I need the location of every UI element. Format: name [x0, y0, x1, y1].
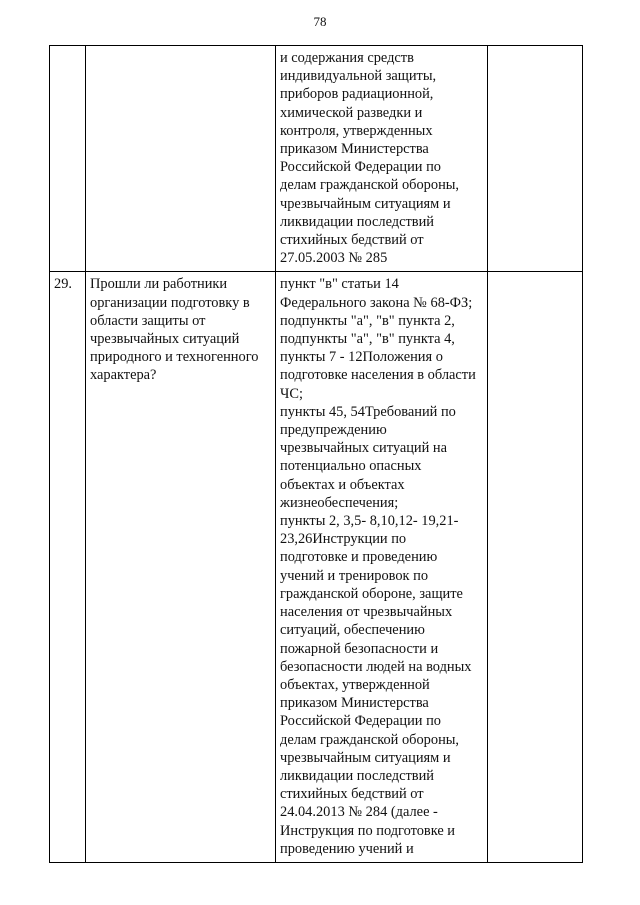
reference-line: пункты 45, 54Требований по	[280, 403, 456, 420]
reference-line: контроля, утвержденных	[280, 122, 433, 139]
reference-line: объектах, утвержденной	[280, 676, 430, 693]
reference-line: гражданской обороне, защите	[280, 585, 463, 602]
reference-line: чрезвычайным ситуациям и	[280, 749, 451, 766]
page-number: 78	[313, 14, 327, 29]
reference-line: пункт "в" статьи 14	[280, 276, 399, 293]
reference-line: химической разведки и	[280, 104, 423, 121]
reference-line: подпункты "а", "в" пункта 2,	[280, 312, 455, 329]
question-line: организации подготовку в	[90, 294, 250, 311]
reference-line: ликвидации последствий	[280, 213, 434, 230]
reference-line: и содержания средств	[280, 50, 414, 66]
reference-line: стихийных бедствий от	[280, 232, 424, 249]
reference-line: проведению учений и	[280, 840, 414, 857]
reference-line: потенциально опасных	[280, 458, 422, 475]
reference-line: ликвидации последствий	[280, 767, 434, 784]
reference-line: стихийных бедствий от	[280, 786, 424, 803]
question-line: характера?	[90, 367, 157, 384]
reference-line: 24.04.2013 № 284 (далее -	[280, 804, 438, 821]
reference-line: 27.05.2003 № 285	[280, 250, 388, 267]
reference-line: делам гражданской обороны,	[280, 177, 460, 194]
reference-line: Российской Федерации по	[280, 159, 441, 176]
reference-line: пункты 2, 3,5- 8,10,12- 19,21-	[280, 513, 459, 530]
question-line: природного и техногенного	[90, 349, 259, 366]
reference-line: подготовке и проведению	[280, 549, 438, 566]
reference-line: приказом Министерства	[280, 141, 429, 158]
reference-line: Российской Федерации по	[280, 713, 441, 730]
row-number-cell	[50, 46, 86, 272]
reference-line: делам гражданской обороны,	[280, 731, 460, 748]
reference-line: приказом Министерства	[280, 695, 429, 712]
question-line: Прошли ли работники	[90, 276, 228, 293]
reference-line: учений и тренировок по	[280, 567, 429, 584]
reference-line: объектах и объектах	[280, 476, 405, 493]
reference-line: предупреждению	[280, 422, 387, 439]
reference-cell	[276, 46, 488, 272]
reference-line: подготовке населения в области	[280, 367, 476, 384]
reference-line: ЧС;	[280, 385, 303, 402]
reference-line: безопасности людей на водных	[280, 658, 472, 675]
reference-line: приборов радиационной,	[280, 86, 434, 103]
question-cell	[86, 272, 276, 863]
reference-line: чрезвычайным ситуациям и	[280, 195, 451, 212]
requirements-table	[49, 45, 583, 863]
table-row-continuation	[50, 46, 583, 272]
reference-line: 23,26Инструкции по	[280, 531, 407, 548]
reference-line: подпункты "а", "в" пункта 4,	[280, 331, 455, 348]
reference-line: Федерального закона № 68-ФЗ;	[280, 294, 473, 311]
reference-cell	[276, 272, 488, 863]
reference-line: пожарной безопасности и	[280, 640, 439, 657]
reference-line: пункты 7 - 12Положения о	[280, 349, 443, 366]
answer-cell	[488, 272, 583, 863]
reference-line: жизнеобеспечения;	[280, 494, 399, 511]
question-line: чрезвычайных ситуаций	[90, 331, 240, 348]
reference-line: чрезвычайных ситуаций на	[280, 440, 448, 457]
table-row-29	[50, 272, 583, 863]
row-number-cell: 29.	[50, 272, 86, 863]
answer-cell	[488, 46, 583, 272]
reference-line: индивидуальной защиты,	[280, 68, 437, 85]
question-line: области защиты от	[90, 312, 206, 329]
reference-line: ситуаций, обеспечению	[280, 622, 425, 639]
reference-line: Инструкция по подготовке и	[280, 822, 456, 839]
question-cell	[86, 46, 276, 272]
reference-line: населения от чрезвычайных	[280, 604, 453, 621]
